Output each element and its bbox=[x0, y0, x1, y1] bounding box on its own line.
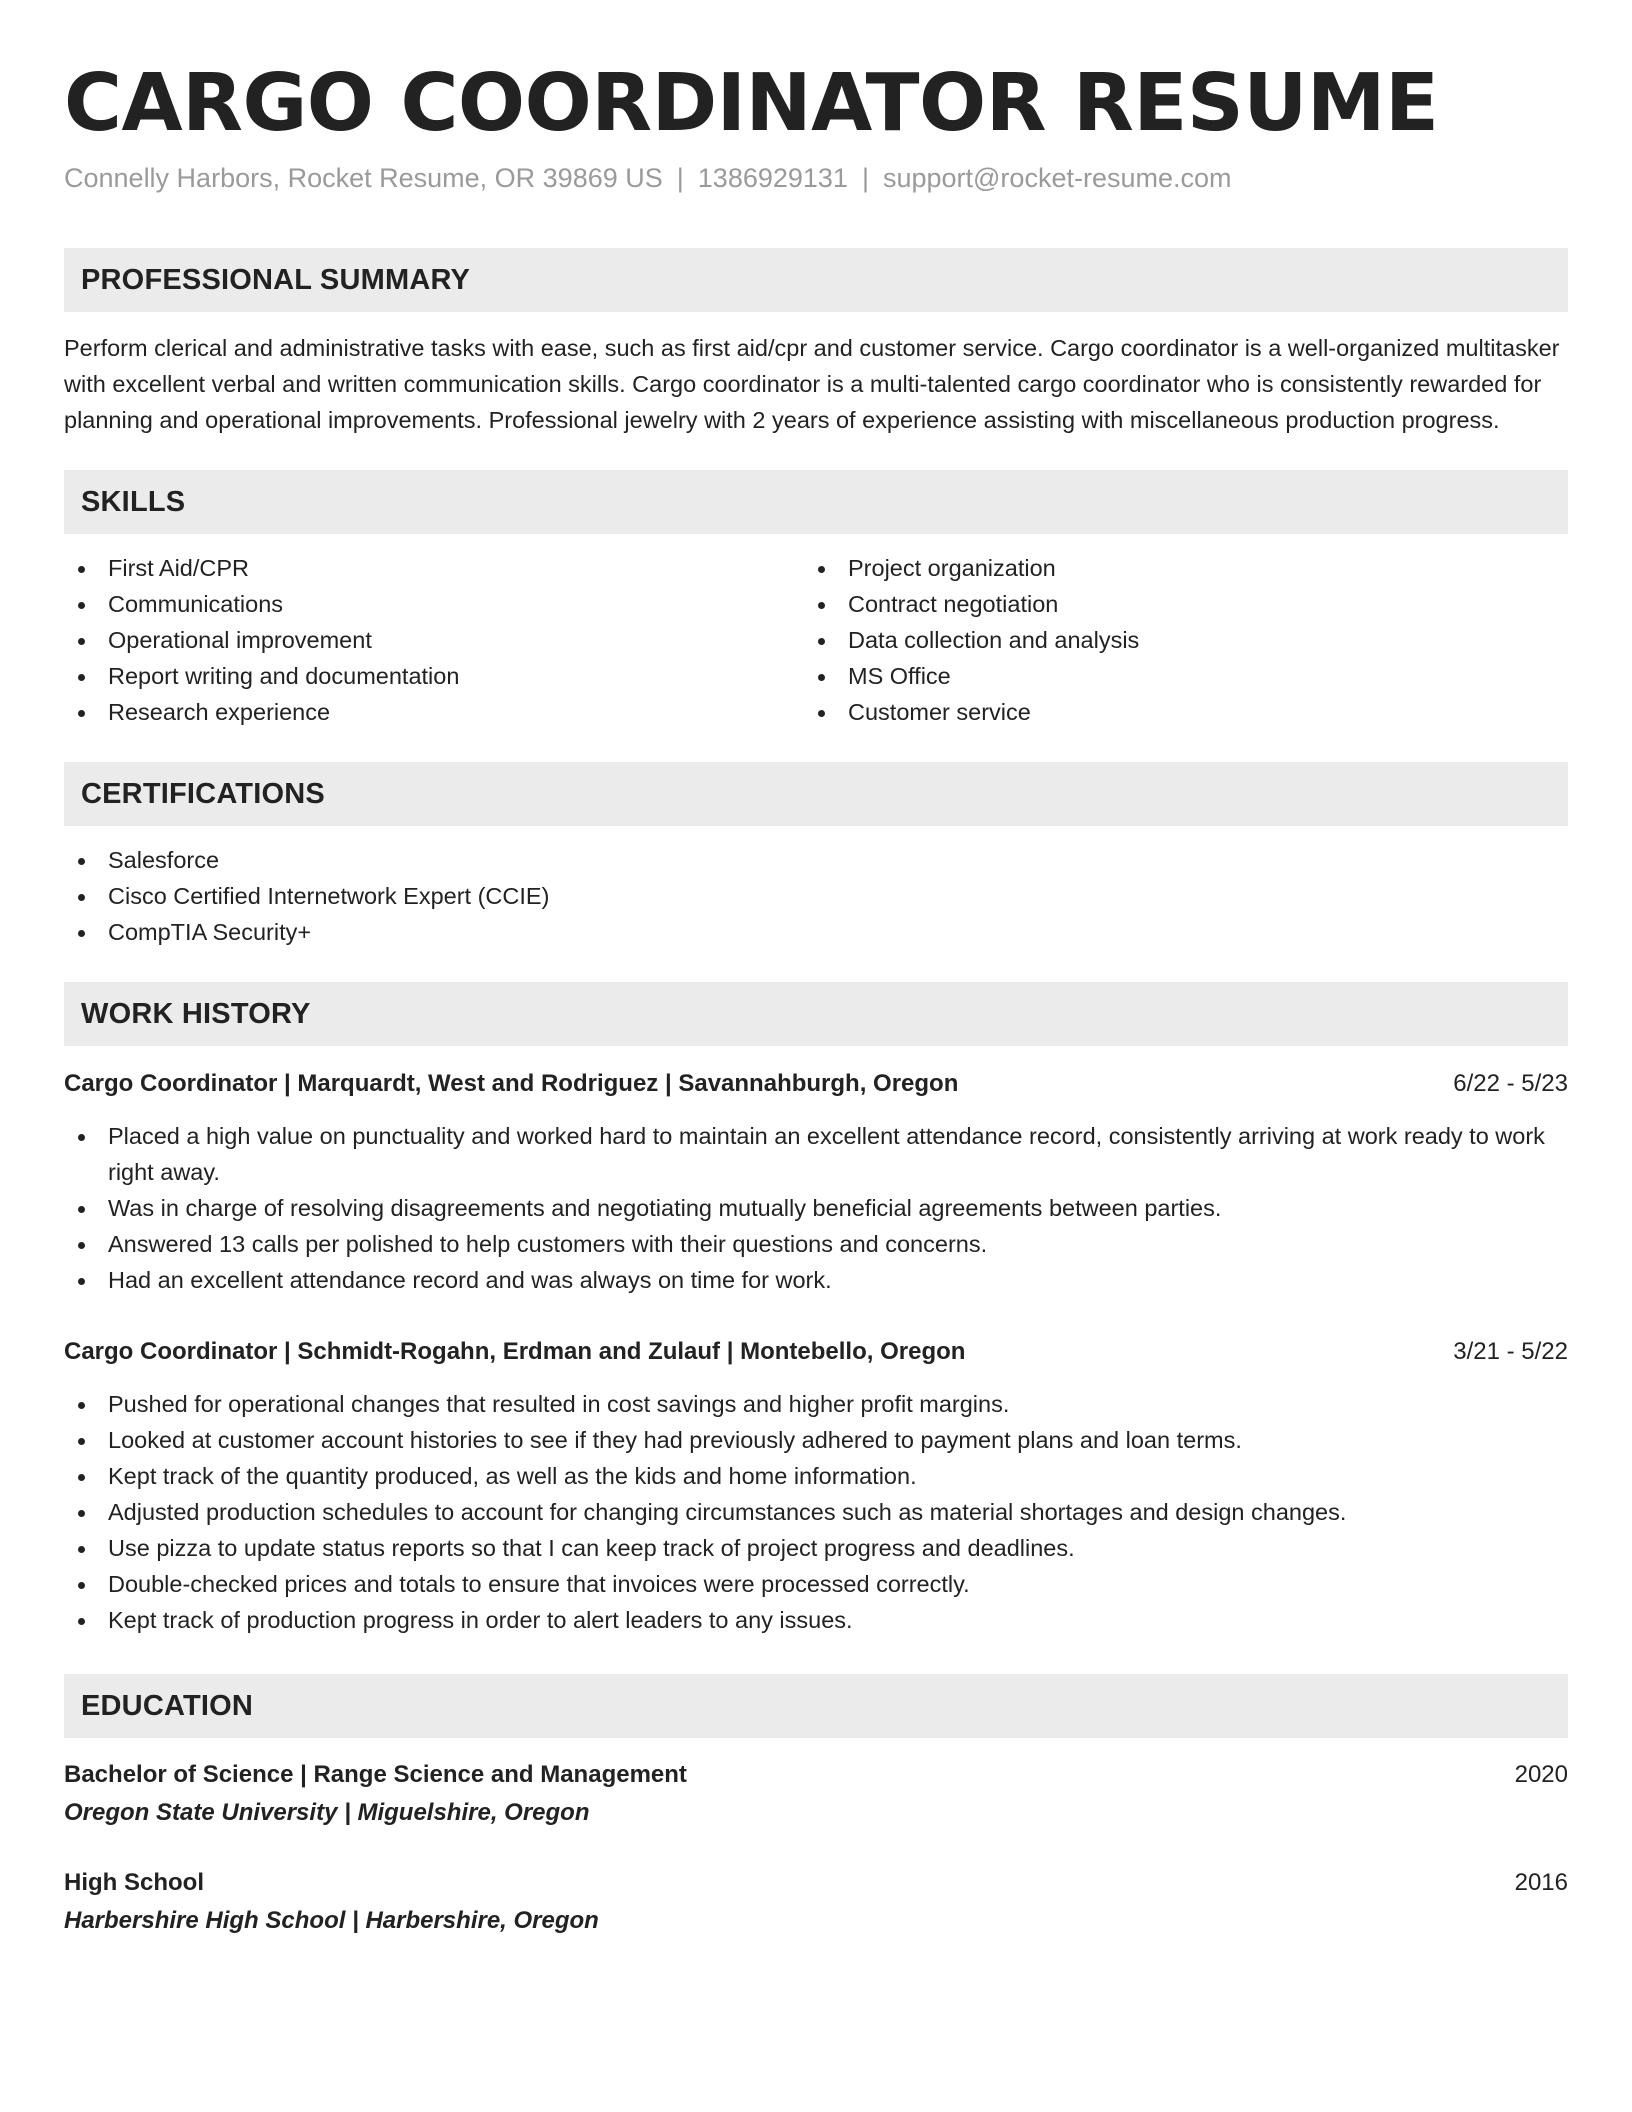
skill-item: Report writing and documentation bbox=[64, 658, 804, 694]
job-bullet: Was in charge of resolving disagreements and negotiating mutually beneficial agreements between parties. bbox=[64, 1190, 1568, 1226]
skill-item: Communications bbox=[64, 586, 804, 622]
certification-item: Salesforce bbox=[64, 842, 1568, 878]
skill-item: Project organization bbox=[804, 550, 1544, 586]
education-entry bbox=[64, 1756, 1568, 1832]
skill-item: Operational improvement bbox=[64, 622, 804, 658]
skills-list-right bbox=[804, 550, 1544, 730]
skills-heading: SKILLS bbox=[64, 470, 1568, 534]
job-header bbox=[64, 1066, 1568, 1102]
skill-item: Customer service bbox=[804, 694, 1544, 730]
education-school: Oregon State University | Miguelshire, Oregon bbox=[64, 1799, 590, 1826]
contact-separator: | bbox=[676, 163, 684, 193]
job-bullet: Use pizza to update status reports so that I can keep track of project progress and deadlines. bbox=[64, 1530, 1568, 1566]
contact-email: support@rocket-resume.com bbox=[882, 163, 1232, 193]
skills-column-left bbox=[64, 550, 804, 730]
skill-item: First Aid/CPR bbox=[64, 550, 804, 586]
job-bullet: Pushed for operational changes that resulted in cost savings and higher profit margins. bbox=[64, 1386, 1568, 1422]
job-title: Cargo Coordinator | Schmidt-Rogahn, Erdman and Zulauf | Montebello, Oregon bbox=[64, 1338, 966, 1365]
certifications-list bbox=[64, 842, 1568, 950]
job-dates: 3/21 - 5/22 bbox=[1453, 1338, 1568, 1365]
job-bullet: Looked at customer account histories to see if they had previously adhered to payment plans and loan terms. bbox=[64, 1422, 1568, 1458]
certification-item: CompTIA Security+ bbox=[64, 914, 1568, 950]
job-bullet: Had an excellent attendance record and was always on time for work. bbox=[64, 1262, 1568, 1298]
job-entry bbox=[64, 1334, 1568, 1638]
resume-title: CARGO COORDINATOR RESUME bbox=[64, 57, 1439, 149]
skills-grid bbox=[64, 550, 1568, 730]
education-heading: EDUCATION bbox=[64, 1674, 1568, 1738]
skill-item: MS Office bbox=[804, 658, 1544, 694]
job-entry bbox=[64, 1066, 1568, 1298]
education-year: 2016 bbox=[1514, 1869, 1568, 1896]
job-bullet: Double-checked prices and totals to ensure that invoices were processed correctly. bbox=[64, 1566, 1568, 1602]
certification-item: Cisco Certified Internetwork Expert (CCIE) bbox=[64, 878, 1568, 914]
work-history-heading: WORK HISTORY bbox=[64, 982, 1568, 1046]
skills-list-left bbox=[64, 550, 804, 730]
job-header bbox=[64, 1334, 1568, 1370]
summary-heading: PROFESSIONAL SUMMARY bbox=[64, 248, 1568, 312]
skills-column-right bbox=[804, 550, 1544, 730]
contact-line bbox=[64, 158, 1568, 198]
job-bullet: Adjusted production schedules to account for changing circumstances such as material shortages and design changes. bbox=[64, 1494, 1568, 1530]
job-title: Cargo Coordinator | Marquardt, West and Rodriguez | Savannahburgh, Oregon bbox=[64, 1070, 959, 1097]
contact-address: Connelly Harbors, Rocket Resume, OR 39869 US bbox=[64, 163, 663, 193]
skill-item: Research experience bbox=[64, 694, 804, 730]
summary-text: Perform clerical and administrative tasks with ease, such as first aid/cpr and customer service. Cargo coordinator is a well-organized multitasker with excellent verbal and written communication skills. Cargo coordinator is a multi-talented cargo coordinator who is consistently rewarded for planning and operational improvements. Professional jewelry with 2 years of experience assisting with miscellaneous production progress. bbox=[64, 335, 1560, 433]
skill-item: Contract negotiation bbox=[804, 586, 1544, 622]
contact-phone: 1386929131 bbox=[697, 163, 848, 193]
education-header bbox=[64, 1864, 1568, 1902]
skill-item: Data collection and analysis bbox=[804, 622, 1544, 658]
education-degree: Bachelor of Science | Range Science and Management bbox=[64, 1761, 687, 1788]
education-entry bbox=[64, 1864, 1568, 1940]
job-dates: 6/22 - 5/23 bbox=[1453, 1070, 1568, 1097]
education-year: 2020 bbox=[1514, 1761, 1568, 1788]
job-bullet: Placed a high value on punctuality and worked hard to maintain an excellent attendance record, consistently arriving at work ready to work right away. bbox=[64, 1118, 1568, 1190]
job-bullet: Kept track of production progress in order to alert leaders to any issues. bbox=[64, 1602, 1568, 1638]
job-bullet: Answered 13 calls per polished to help customers with their questions and concerns. bbox=[64, 1226, 1568, 1262]
resume-page bbox=[64, 48, 1568, 1940]
certifications-heading: CERTIFICATIONS bbox=[64, 762, 1568, 826]
job-bullets bbox=[64, 1386, 1568, 1638]
education-header bbox=[64, 1756, 1568, 1794]
education-school: Harbershire High School | Harbershire, Oregon bbox=[64, 1907, 599, 1934]
education-degree: High School bbox=[64, 1869, 204, 1896]
job-bullet: Kept track of the quantity produced, as well as the kids and home information. bbox=[64, 1458, 1568, 1494]
job-bullets bbox=[64, 1118, 1568, 1298]
contact-separator: | bbox=[861, 163, 869, 193]
